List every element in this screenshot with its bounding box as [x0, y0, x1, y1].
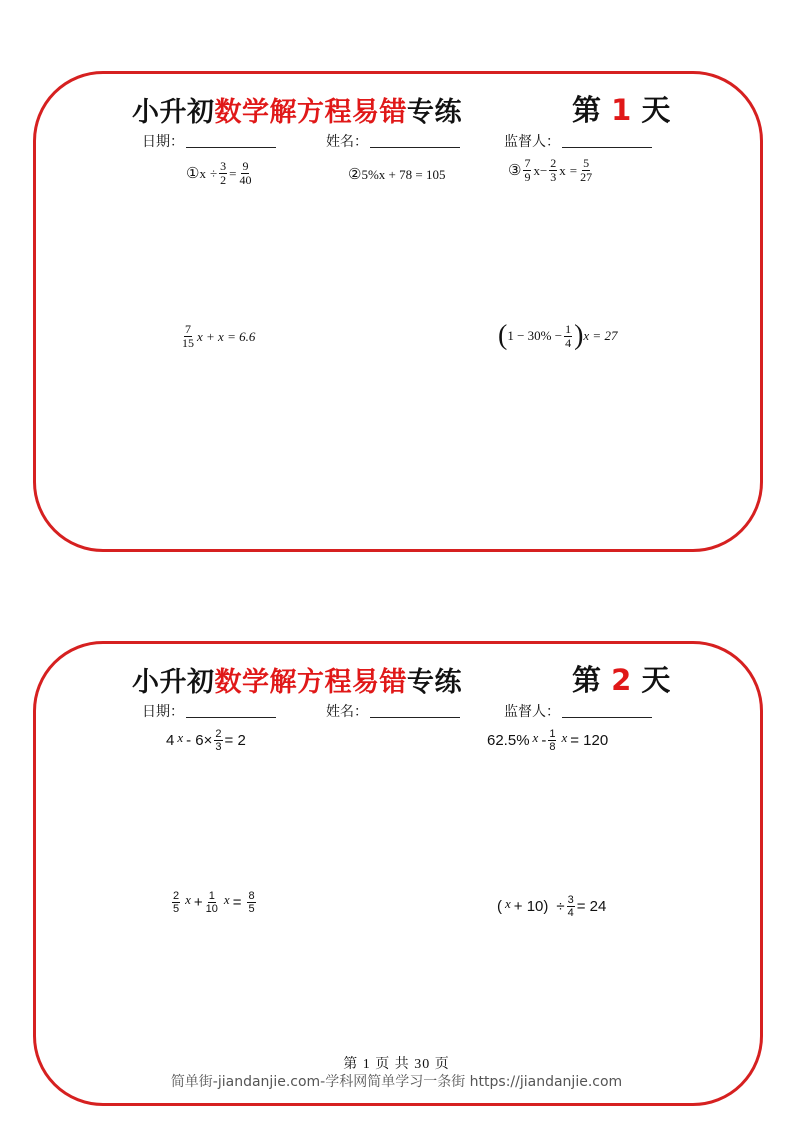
fraction: $\frac{1}{8}$	[549, 728, 556, 753]
equation-4: $\frac{7}{15}$ x + x = 6.6	[182, 322, 256, 350]
sheet-title: 小升初数学解方程易错专练	[132, 667, 462, 698]
equation-1: 4 x - 6× $\frac{2}{3}$ = 2	[166, 728, 246, 753]
fraction: $\frac{2}{5}$	[173, 890, 180, 915]
name-field: 姓名：	[326, 701, 460, 721]
fraction: $\frac{5}{27}$	[580, 156, 593, 184]
date-field: 日期：	[142, 131, 276, 151]
day-label: 第 2 天	[572, 663, 671, 697]
equation-5: ( 1 − 30% − $\frac{1}{4}$ ) x = 27	[498, 320, 618, 351]
fraction: $\frac{9}{40}$	[239, 159, 252, 187]
fraction: $\frac{7}{9}$	[524, 156, 531, 184]
day-label: 第 1 天	[572, 93, 671, 127]
supervisor-field: 监督人：	[504, 131, 652, 151]
name-blank[interactable]	[370, 703, 460, 718]
supervisor-blank[interactable]	[562, 133, 652, 148]
equation-3: $\frac{2}{5}$ x + $\frac{1}{10}$ x = $\frac{8}{5}$	[173, 890, 255, 915]
fraction: $\frac{8}{5}$	[248, 890, 255, 915]
date-blank[interactable]	[186, 703, 276, 718]
name-field: 姓名：	[326, 131, 460, 151]
fraction: $\frac{7}{15}$	[182, 322, 194, 350]
name-blank[interactable]	[370, 133, 460, 148]
fraction: $\frac{2}{3}$	[215, 728, 222, 753]
equation-1: ① x ÷ $\frac{3}{2}$ = $\frac{9}{40}$	[186, 159, 252, 187]
sheet-title: 小升初数学解方程易错专练	[132, 97, 462, 128]
fraction: $\frac{3}{4}$	[567, 894, 574, 919]
date-field: 日期：	[142, 701, 276, 721]
supervisor-field: 监督人：	[504, 701, 652, 721]
fraction: $\frac{1}{4}$	[565, 321, 572, 350]
date-blank[interactable]	[186, 133, 276, 148]
equation-2: ② 5%x + 78 = 105	[348, 166, 446, 183]
site-footer: 简单街-jiandanjie.com-学科网简单学习一条街 https://jiandanjie.com	[170, 1074, 623, 1090]
equation-2: 62.5% x - $\frac{1}{8}$ x = 120	[487, 728, 609, 753]
fraction: $\frac{1}{10}$	[205, 890, 218, 915]
fraction: $\frac{2}{3}$	[550, 156, 557, 184]
fraction: $\frac{3}{2}$	[220, 159, 227, 187]
equation-4: ( x + 10) ÷ $\frac{3}{4}$ = 24	[497, 894, 607, 919]
worksheet-card-day-2	[33, 641, 763, 1106]
worksheet-card-day-1	[33, 71, 763, 552]
supervisor-blank[interactable]	[562, 703, 652, 718]
equation-3: ③ $\frac{7}{9}$ x − $\frac{2}{3}$ x = $\frac{5}{27}$	[508, 156, 593, 184]
page-number: 第 1 页 共 30 页	[343, 1057, 450, 1072]
